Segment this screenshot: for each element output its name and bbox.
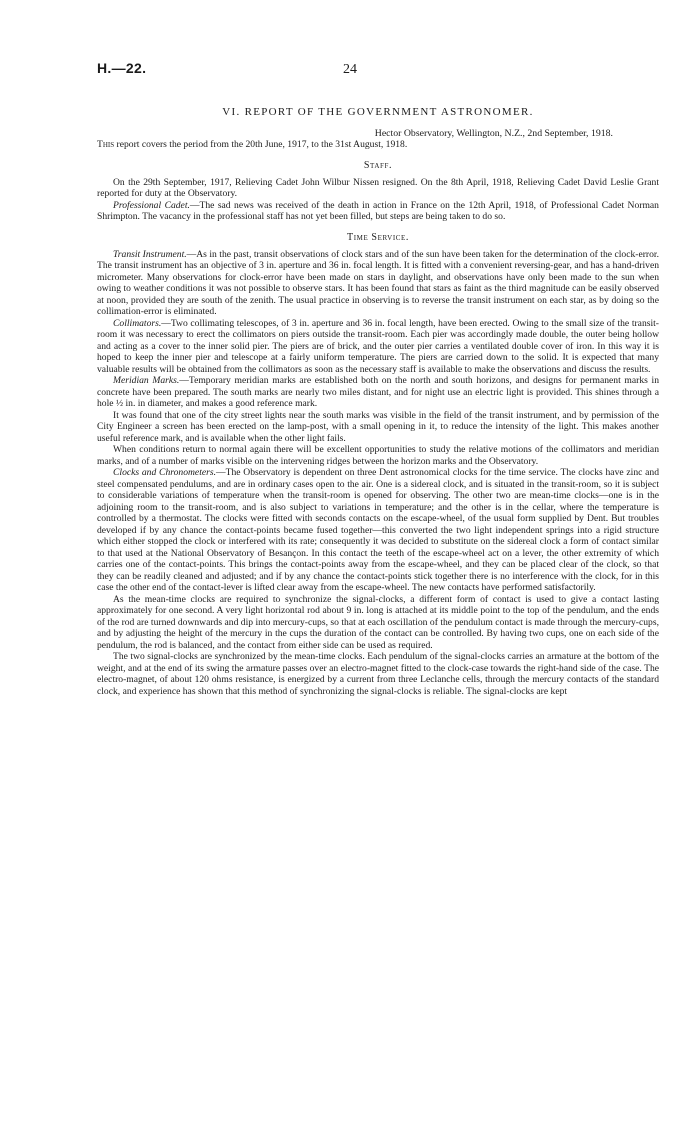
paragraph-lead: Transit Instrument. xyxy=(113,248,187,260)
section-heading-staff: Staff. xyxy=(363,159,393,171)
paragraph-text: As the mean-time clocks are required to synchronize the signal-clocks, a different form of contact is used to give a contact lasting approximately for one second. A very light horizontal rod about 9 in. long is attached at its middle point to the top of the pendulum, and the ends of the rod are turned downwards and dip into mercury-cups, so that at each oscillation of the pendulum contact is made through the mercury-cups, and by adjusting the height of the mercury in the cups the duration of the contact can be controlled. By having two cups, one on each side of the pendulum, the rod is balanced, and the contact from either side can be used as required. xyxy=(97,593,659,651)
time-service-paragraphs xyxy=(97,249,659,698)
paragraph-lead: Professional Cadet. xyxy=(113,199,190,211)
time-service-paragraph xyxy=(97,444,659,467)
paragraph-lead: Meridian Marks. xyxy=(113,375,180,386)
intro-paragraph xyxy=(97,139,659,151)
paragraph-lead: Clocks and Chronometers. xyxy=(113,467,216,478)
report-body xyxy=(97,106,659,697)
time-service-paragraph xyxy=(97,375,659,410)
time-service-paragraph xyxy=(97,318,659,376)
paragraph-text: —Two collimating telescopes, of 3 in. aperture and 36 in. focal length, have been erected. Owing to the small size of the transit-room it was necessary to erect the collimators on piers outside the transit-room. Each pier was accordingly made double, the outer being hollow and acting as a cover to the inner solid pier. The piers are of brick, and the outer pier carries a ventilated double cover of iron. In this way it is hoped to keep the inner pier and telescope at a fairly uniform temperature. The piers are carried down to the solid. It is expected that many valuable results will be obtained from the collimators as soon as the necessary staff is available to make the observations and discuss the results. xyxy=(97,317,659,375)
paragraph-lead: Collimators. xyxy=(113,317,162,329)
paragraph-text: —Temporary meridian marks are established both on the north and south horizons, and designs for permanent marks in concrete have been prepared. The south marks are nearly two miles distant, and for night use an electric light is provided. This shines through a hole ½ in. in diameter, and makes a good reference mark. xyxy=(97,375,660,409)
paragraph-text: When conditions return to normal again there will be excellent opportunities to study the relative motions of the collimators and meridian marks, and of a number of marks visible on the intervening ridges between the horizon marks and the Observatory. xyxy=(97,444,659,467)
time-service-paragraph xyxy=(97,467,659,594)
time-service-paragraph xyxy=(97,651,659,697)
intro-text: report covers the period from the 20th June, 1917, to the 31st August, 1918. xyxy=(114,139,408,150)
paragraph-text: The two signal-clocks are synchronized by the mean-time clocks. Each pendulum of the signal-clocks carries an armature at the bottom of the weight, and at the end of its swing the armature passes over an electro-magnet fitted to the clock-case towards the right-hand side of the case. The electro-magnet, of about 120 ohms resistance, is energized by a current from three Leclanche cells, through the mercury contacts of the standard clock, and experience has shown that this method of synchronizing the signal-clocks is reliable. The signal-clocks are kept xyxy=(97,651,659,697)
time-service-paragraph xyxy=(97,249,659,318)
paragraph-text: —As in the past, transit observations of clock stars and of the sun have been taken for the determination of the clock-error. The transit instrument has an objective of 3 in. aperture and 36 in. focal length. It is fitted with a convenient reversing-gear, and has a hand-driven micrometer. Many observations for clock-error have been made on stars in daylight, and observations have only been made to the sun when owing to weather conditions it was not possible to observe stars. It has been found that stars as faint as the third magnitude can be easily observed at noon, provided they are south of the zenith. The usual practice in observing is to reverse the transit instrument on each star, as by doing so the collimation-error is eliminated. xyxy=(97,248,659,317)
dateline: Hector Observatory, Wellington, N.Z., 2nd September, 1918. xyxy=(374,128,613,139)
staff-paragraph: On the 29th September, 1917, Relieving Cadet John Wilbur Nissen resigned. On the 8th April, 1918, Relieving Cadet David Leslie Grant reported for duty at the Observatory. xyxy=(97,176,659,199)
intro-lead-word: This xyxy=(97,139,115,150)
parliamentary-paper-ref: H.—22. xyxy=(97,60,147,76)
paragraph-text: —The sad news was received of the death in action in France on the 12th April, 1918, of Professional Cadet Norman Shrimpton. The vacancy in the professional staff has not yet been filled, but steps are being taken to do so. xyxy=(97,199,659,222)
report-title: VI. REPORT OF THE GOVERNMENT ASTRONOMER. xyxy=(222,106,534,118)
paragraph-text: —The Observatory is dependent on three Dent astronomical clocks for the time service. The clocks have zinc and steel compensated pendulums, and are in ordinary cases open to the air. One is a sidereal clock, and is situated in the transit-room, so it is subject to considerable variations of temperature when the transit-room is opened for observing. The other two are mean-time clocks—one is in the adjoining room to the transit-room, and is also subject to variations in temperature; and the other is in the cellar, where the temperature is controlled by a thermostat. The clocks were fitted with seconds contacts on the escape-wheel, of the usual form supplied by Dent. But troubles developed if by any chance the contact-points became fused together—this converted the two light independent springs into a rigid structure which either stopped the clock or interfered with its rate; consequently it was decided to substitute on the sidereal clock a form of contact similar to that used at the National Observatory of Besançon. In this contact the teeth of the escape-wheel act on a lever, the other extremity of which carries one of the contact-points. This brings the contact-points away from the escape-wheel, and they can be placed clear of the clock, so that they can be readily cleaned and adjusted; and if by any chance the contact-points stick together there is no interference with the clock, for in this case the other end of the contact-lever is lifted clear away from the escape-wheel. The new contacts have performed satisfactorily. xyxy=(97,467,659,593)
professional-cadet-paragraph xyxy=(97,200,659,223)
section-heading-time-service: Time Service. xyxy=(346,231,410,243)
time-service-paragraph xyxy=(97,410,659,445)
page-number: 24 xyxy=(343,62,357,77)
time-service-paragraph xyxy=(97,594,659,652)
paragraph-text: It was found that one of the city street lights near the south marks was visible in the field of the transit instrument, and by permission of the City Engineer a screen has been erected on the lamp-post, with a small opening in it, to reduce the intensity of the light. This makes another useful reference mark, and is available when the other light fails. xyxy=(97,409,659,444)
